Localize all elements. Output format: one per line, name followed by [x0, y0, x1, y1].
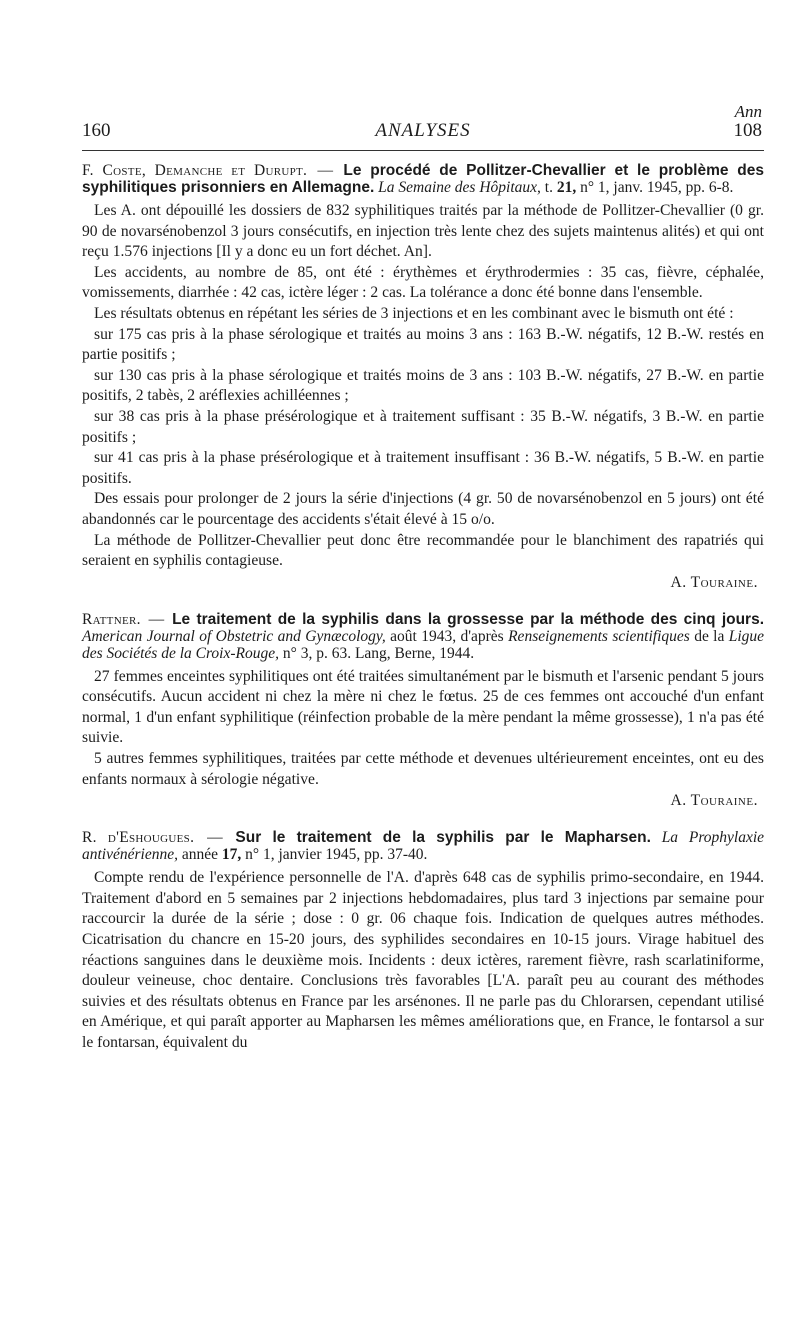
journal-name: American Journal of Obstetric and Gynæcology, [82, 627, 386, 645]
volume: 17, [221, 846, 242, 864]
article-title: Le traitement de la syphilis dans la grossesse par la méthode des cinq jours. [172, 610, 765, 628]
page-number: 160 [82, 120, 111, 141]
paragraph: sur 38 cas pris à la phase présérologique et à traitement suffisant : 35 B.-W. négatifs, 3 B.-W. en partie positifs ; [82, 407, 764, 446]
volume: 21, [556, 179, 577, 196]
article-body [82, 201, 764, 572]
signature-name: Touraine. [690, 792, 758, 810]
signature-name: Touraine. [690, 573, 758, 591]
paragraph: 27 femmes enceintes syphilitiques ont été traitées simultanément par le bismuth et l'arsenic pendant 5 jours consécutifs. Aucun accident ni chez la mère ni chez le fœtus. 25 de ces femmes ont accouché d'un enfant normal, 1 d'un enfant syphilitique (réinfection probable de la mère pendant la même grossesse), 1 n'a pas été suivie. [82, 667, 764, 747]
signature [82, 790, 764, 811]
volume-prefix: année [181, 846, 218, 864]
volume-prefix: t. [544, 179, 553, 196]
article-body [82, 868, 764, 1053]
paragraph: Les résultats obtenus en répétant les séries de 3 injections et en les combinant avec le bismuth ont été : [94, 304, 734, 322]
article-authors: R. d'Eshougues. [82, 829, 195, 847]
paragraph: sur 175 cas pris à la phase sérologique et traités au moins 3 ans : 163 B.-W. négatifs, 12 B.-W. restés en partie positifs ; [82, 325, 764, 364]
article-title: Le procédé de Pollitzer-Chevallier et le problème des syphilitiques prisonniers en Allemagne. [82, 162, 764, 196]
paragraph: sur 130 cas pris à la phase sérologique et traités moins de 3 ans : 103 B.-W. négatifs, 27 B.-W. en partie positifs, 2 tabès, 2 aréflexies achilléennes ; [82, 366, 764, 405]
dash: — [207, 829, 223, 847]
reference-details: n° 1, janvier 1945, pp. 37-40. [245, 846, 428, 864]
paragraph: Les accidents, au nombre de 85, ont été : érythèmes et érythrodermies : 35 cas, fièvre, céphalée, vomissements, diarrhée : 42 cas, ictère léger : 2 cas. La tolérance a donc été bonne dans l'ensemble. [82, 263, 764, 302]
article-reference [82, 829, 764, 863]
journal-name: La Semaine des Hôpitaux, [378, 179, 541, 196]
source-publication: Renseignements scientifiques [508, 627, 690, 645]
reference-details: n° 1, janv. 1945, pp. 6-8. [580, 179, 734, 196]
article-2 [82, 611, 764, 812]
source-organization: Ligue des Sociétés de la Croix-Rouge, [82, 627, 765, 662]
journal-page [82, 98, 764, 1054]
paragraph: La méthode de Pollitzer-Chevallier peut donc être recommandée pour le blanchiment des rapatriés qui seraient en syphilis contagieuse. [82, 531, 764, 570]
reference-details: n° 3, p. 63. Lang, Berne, 1944. [282, 644, 475, 662]
volume-number: 108 [733, 120, 762, 141]
paragraph: Compte rendu de l'expérience personnelle de l'A. d'après 648 cas de syphilis primo-secondaire, en 1944. Traitement d'abord en 5 semaines par 2 injections hebdomadaires, plus tard 3 injections par semaine pour raccourcir la durée de la série ; dose : 0 gr. 06 chaque fois. Indication de quelques autres méthodes. Cicatrisation du chancre en 15-20 jours, des syphilides secondaires en 10-15 jours. Virage habituel des réactions sanguines dans le deuxième mois. Incidents : deux ictères, rarement fièvre, rash scarlatiniforme, douleur veineuse, choc dentaire. Conclusions très favorables [L'A. paraît peu au courant des méthodes suivies et des résultats obtenus en France par les arsénones. Il ne parle pas du Chlorarsen, cependant utilisé en Amérique, et qui paraît apporter au Mapharsen les mêmes améliorations que, en France, le fontarsol a sur le fontarsan, équivalent du [82, 869, 764, 1051]
article-authors: Rattner. [82, 610, 141, 628]
section-title: ANALYSES [375, 120, 471, 141]
paragraph: 5 autres femmes syphilitiques, traitées par cette méthode et devenues ultérieurement enceintes, ont eu des enfants normaux à sérologie négative. [82, 750, 764, 788]
reference-date: août 1943, d'après [390, 627, 504, 645]
paragraph: Des essais pour prolonger de 2 jours la série d'injections (4 gr. 50 de novarsénobenzol en 5 jours) ont été abandonnés car le pourcentage des accidents s'était élevé à 15 o/o. [82, 490, 764, 528]
reference-connector: de la [694, 627, 725, 645]
header-rule [82, 150, 764, 151]
article-authors: F. Coste, Demanche et Durupt. [82, 162, 308, 179]
signature-initial: A. [670, 573, 687, 591]
signature-initial: A. [670, 792, 687, 810]
journal-abbreviation: Ann [734, 102, 762, 121]
journal-name: La Prophylaxie antivénérienne, [82, 829, 765, 864]
paragraph: Les A. ont dépouillé les dossiers de 832 syphilitiques traités par la méthode de Pollitzer-Chevallier (0 gr. 90 de novarsénobenzol 3 jours consécutifs, en injection très lente chez des sujets maintenus alités) et qui ont reçu 1.576 injections [Il y a donc eu un fort déchet. An]. [82, 202, 764, 261]
dash: — [317, 162, 334, 179]
running-head [82, 98, 764, 144]
article-reference [82, 162, 764, 196]
dash: — [148, 610, 165, 628]
paragraph: sur 41 cas pris à la phase présérologique et à traitement insuffisant : 36 B.-W. négatifs, 5 B.-W. en partie positifs. [82, 449, 764, 487]
article-1 [82, 162, 764, 593]
article-reference [82, 611, 764, 662]
article-body [82, 667, 764, 791]
signature [82, 572, 764, 593]
article-3 [82, 829, 764, 1053]
article-title: Sur le traitement de la syphilis par le Mapharsen. [235, 829, 651, 847]
